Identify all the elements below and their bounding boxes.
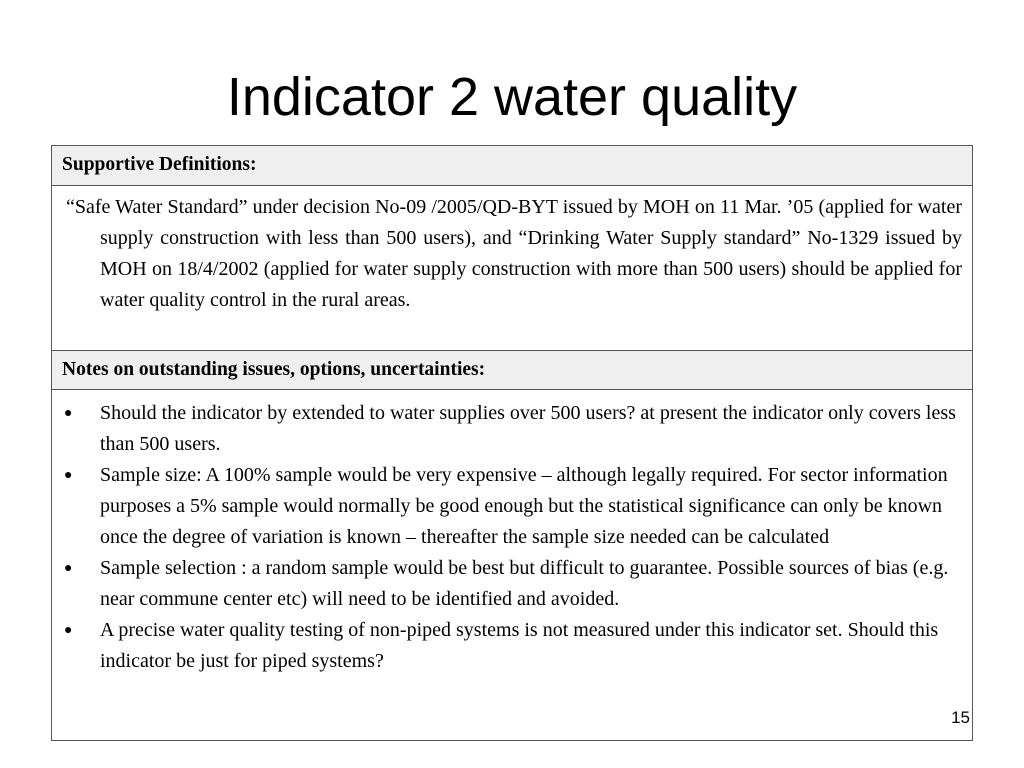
list-item (62, 460, 962, 553)
list-item (62, 615, 962, 677)
bullet-icon: ● (64, 561, 73, 576)
bullet-icon: ● (64, 623, 73, 638)
definitions-table (51, 145, 973, 741)
bullet-icon: ● (64, 468, 73, 483)
bullet-icon: ● (64, 406, 73, 421)
list-item (62, 553, 962, 615)
definitions-header: Supportive Definitions: (52, 146, 972, 186)
list-item (62, 398, 962, 460)
definitions-text: “Safe Water Standard” under decision No-09 /2005/QD-BYT issued by MOH on 11 Mar. ’05 (applied for water supply construction with less than 500 users), and “Drinking Water Supply standard” No-1329 issued by MOH on 18/4/2002 (applied for water supply construction with more than 500 users) should be applied for water quality control in the rural areas. (66, 196, 962, 311)
note-text: A precise water quality testing of non-piped systems is not measured under this indicator set. Should this indicator be just for piped systems? (100, 619, 939, 672)
note-text: Sample selection : a random sample would be best but difficult to guarantee. Possible sources of bias (e.g. near commune center etc) will need to be identified and avoided. (100, 557, 949, 610)
note-text: Sample size: A 100% sample would be very expensive – although legally required. For sector information purposes a 5% sample would normally be good enough but the statistical significance can only be known once the degree of variation is known – thereafter the sample size needed can be calculated (100, 464, 948, 548)
page-number: 15 (951, 708, 970, 727)
slide-title: Indicator 2 water quality (226, 67, 798, 127)
note-text: Should the indicator by extended to water supplies over 500 users? at present the indicator only covers less than 500 users. (100, 402, 956, 455)
notes-list (52, 390, 972, 740)
notes-header: Notes on outstanding issues, options, uncertainties: (52, 350, 972, 390)
